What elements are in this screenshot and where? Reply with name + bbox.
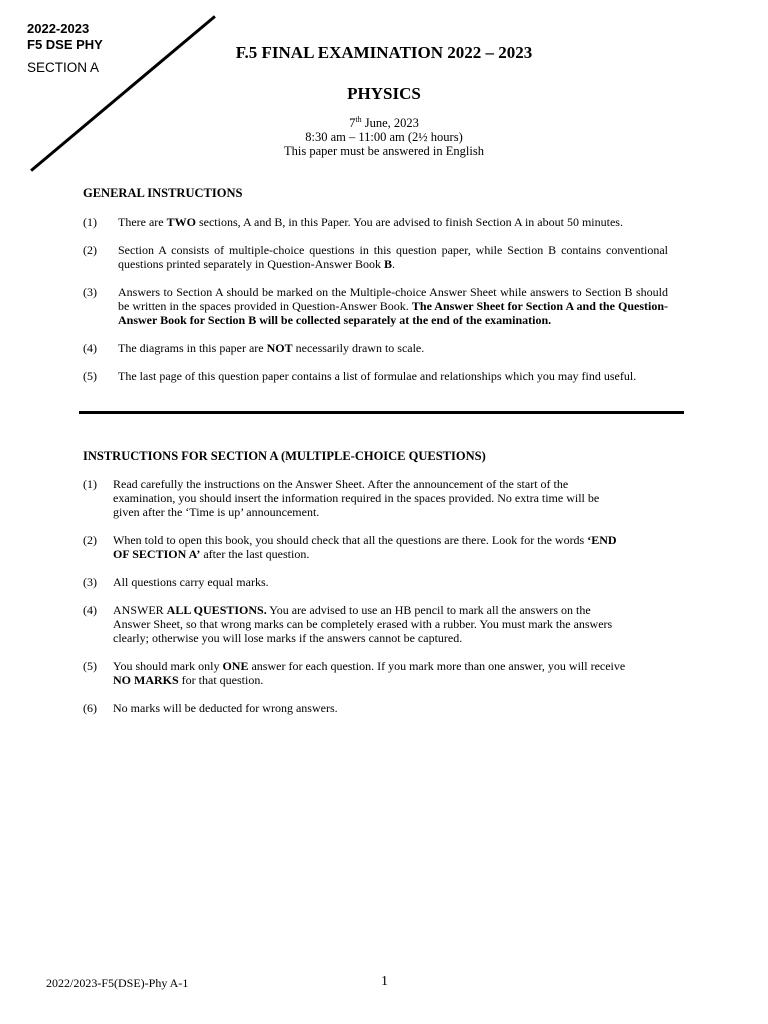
exam-date: 7th June, 2023 — [349, 114, 419, 130]
language-note: This paper must be answered in English — [284, 144, 484, 158]
instruction-text — [113, 533, 668, 561]
footer-paper-code: 2022/2023-F5(DSE)-Phy A-1 — [46, 976, 189, 990]
instruction-line: clearly; otherwise you will lose marks if the answers cannot be captured. — [113, 631, 463, 645]
corner-subject: F5 DSE PHY — [27, 37, 103, 52]
item-number: (1) — [83, 215, 97, 229]
instruction-text: The last page of this question paper contains a list of formulae and relationships which you may find useful. — [118, 369, 637, 383]
corner-section: SECTION A — [27, 60, 100, 75]
item-number: (3) — [83, 285, 97, 299]
instruction-line: NO MARKS for that question. — [113, 673, 264, 687]
instruction-line: examination, you should insert the information required in the spaces provided. No extra time will be — [113, 491, 600, 505]
item-number: (2) — [83, 533, 97, 547]
item-number: (6) — [83, 701, 97, 715]
instruction-text: The diagrams in this paper are NOT necessarily drawn to scale. — [118, 341, 425, 355]
footer-page-number: 1 — [381, 974, 388, 989]
item-number: (5) — [83, 659, 97, 673]
instruction-line: Read carefully the instructions on the Answer Sheet. After the announcement of the start of the — [113, 477, 569, 491]
instruction-text: There are TWO sections, A and B, in this Paper. You are advised to finish Section A in about 50 minutes. — [118, 215, 623, 229]
item-number: (3) — [83, 575, 97, 589]
item-number: (4) — [83, 603, 97, 617]
instruction-line: When told to open this book, you should check that all the questions are there. Look for the words ‘END — [113, 533, 617, 547]
section-divider — [79, 411, 684, 414]
subject-title: PHYSICS — [347, 84, 421, 103]
exam-meta — [150, 116, 618, 158]
corner-year: 2022-2023 — [27, 21, 90, 36]
instruction-text — [113, 603, 668, 645]
instruction-line: OF SECTION A’ after the last question. — [113, 547, 310, 561]
instruction-line: given after the ‘Time is up’ announcement. — [113, 505, 320, 519]
instruction-text — [113, 477, 668, 519]
instruction-text — [113, 575, 668, 589]
instruction-line: All questions carry equal marks. — [113, 575, 269, 589]
exam-title: F.5 FINAL EXAMINATION 2022 – 2023 — [235, 43, 533, 62]
instruction-text — [113, 659, 668, 687]
item-number: (5) — [83, 369, 97, 383]
exam-time: 8:30 am – 11:00 am (2½ hours) — [305, 130, 463, 144]
instruction-line: No marks will be deducted for wrong answers. — [113, 701, 338, 715]
instruction-text — [113, 701, 668, 715]
instruction-line: You should mark only ONE answer for each question. If you mark more than one answer, you will receive — [113, 659, 626, 673]
instruction-line: Answer Sheet, so that wrong marks can be completely erased with a rubber. You must mark the answers — [113, 617, 613, 631]
section-a-heading: INSTRUCTIONS FOR SECTION A (MULTIPLE-CHOICE QUESTIONS) — [83, 449, 486, 463]
item-number: (4) — [83, 341, 97, 355]
general-instructions-heading: GENERAL INSTRUCTIONS — [83, 186, 243, 200]
item-number: (2) — [83, 243, 97, 257]
instruction-text: Answers to Section A should be marked on the Multiple-choice Answer Sheet while answers to Section B should be written in the spaces provided in Question-Answer Book. The Answer Sheet for Section A and the Question-Answer Book for Section B will be collected separately at the end of the examination. — [118, 285, 669, 327]
instruction-line: ANSWER ALL QUESTIONS. You are advised to use an HB pencil to mark all the answers on the — [113, 603, 591, 617]
item-number: (1) — [83, 477, 97, 491]
instruction-text: Section A consists of multiple-choice questions in this question paper, while Section B contains conventional questions printed separately in Question-Answer Book B. — [118, 243, 668, 271]
